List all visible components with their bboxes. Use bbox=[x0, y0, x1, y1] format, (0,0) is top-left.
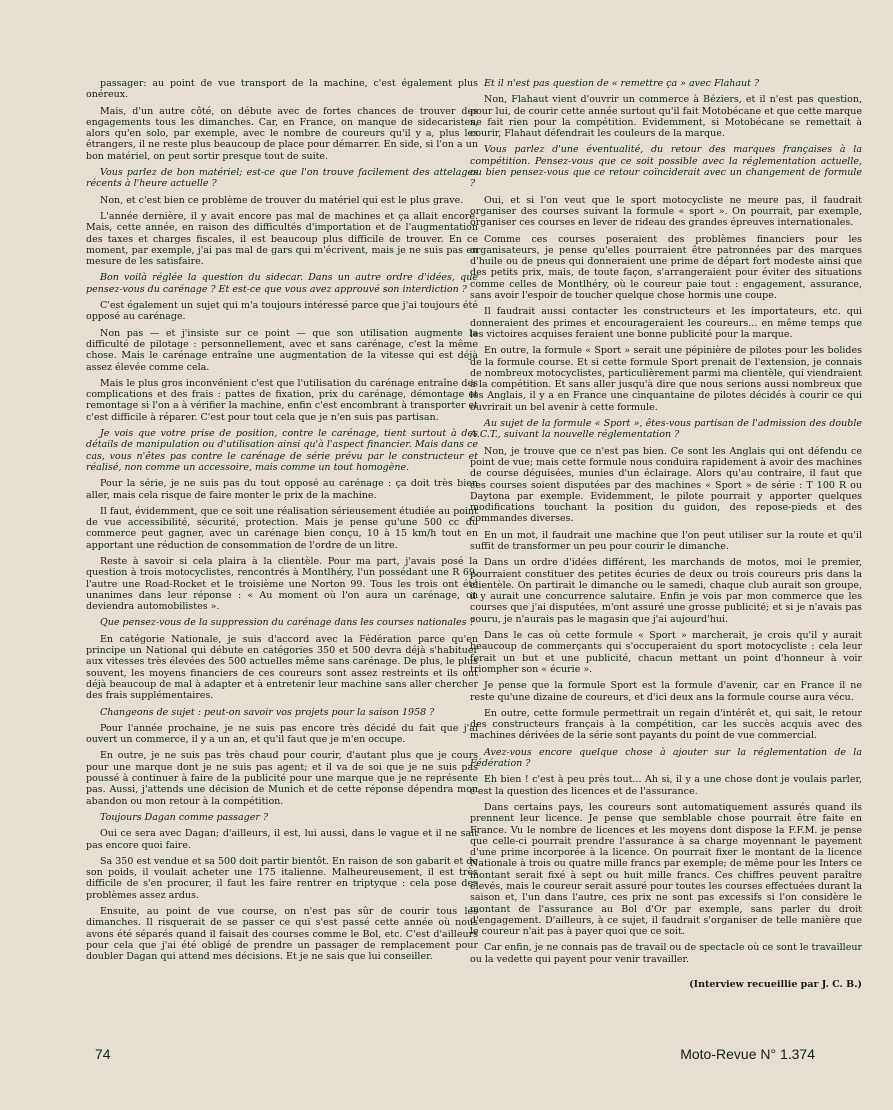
interview-answer: En outre, cette formule permettrait un regain d'intérêt et, qui sait, le retour des constructeurs français à la compétition, car les succès acquis avec des machines dérivées de la série sont payants du point de vue commercial. bbox=[470, 707, 862, 742]
interview-answer: Non pas — et j'insiste sur ce point — que son utilisation augmente la difficulté de pilotage : personnellement, avec et sans carénage, c'est la même chose. Mais le carénage entraîne une augmentation de la vitesse qui est déjà assez élevée comme cela. bbox=[86, 327, 478, 373]
interview-question: Avez-vous encore quelque chose à ajouter sur la réglementation de la Fédération ? bbox=[470, 746, 862, 770]
interview-answer: Pour la série, je ne suis pas du tout opposé au carénage : ça doit très bien aller, mais cela risque de faire monter le prix de la machine. bbox=[86, 478, 478, 501]
interview-answer: Oui ce sera avec Dagan; d'ailleurs, il est, lui aussi, dans le vague et il ne sait pas encore quoi faire. bbox=[86, 828, 478, 851]
interview-answer: En outre, la formule « Sport » serait une pépinière de pilotes pour les bolides de la formule course. Et si cette formule Sport prenait de l'extension, je connais de nombreux motocyclistes, particulièrement parmi ma clientèle, qui viendraient à la compétition. Et sans aller jusqu'à dire que nous serions aussi nombreux que les Anglais, il y a en France une cinquantaine de pilotes décidés à courir ce qui ouvrirait un bel avenir à cette formule. bbox=[470, 345, 862, 413]
interview-question: Vous parlez d'une éventualité, du retour des marques françaises à la compétition. Pensez-vous que ce soit possible avec la réglementation actuelle, ou bien pensez-vous que ce retour coïnciderait avec un changement de formule ? bbox=[470, 144, 862, 190]
interview-credit: (Interview recueillie par J. C. B.) bbox=[689, 979, 862, 991]
interview-question: Au sujet de la formule « Sport », êtes-vous partisan de l'admission des double A.C.T., suivant la nouvelle réglementation ? bbox=[470, 418, 862, 441]
magazine-issue: Moto-Revue N° 1.374 bbox=[680, 1046, 815, 1062]
interview-answer: C'est également un sujet qui m'a toujours intéressé parce que j'ai toujours été opposé au carénage. bbox=[86, 300, 478, 323]
interview-answer: Non, et c'est bien ce problème de trouver du matériel qui est le plus grave. bbox=[100, 194, 464, 206]
interview-answer: Dans le cas où cette formule « Sport » marcherait, je crois qu'il y aurait beaucoup de commerçants qui s'occuperaient du sport motocycliste : cela leur ferait un but et une publicité, chacun mettant un point d'honneur à voir triompher son « écurie ». bbox=[470, 630, 862, 675]
interview-answer: Ensuite, au point de vue course, on n'est pas sûr de courir tous les dimanches. Il risquerait de se passer ce qui s'est passé cette année où nous avons été séparés quand il faisait des courses comme le Bol, etc. C'est d'ailleurs pour cela que j'ai été obligé de prendre un passager de remplacement pour doubler Dagan qui attend mes décisions. Et je ne sais que lui conseiller. bbox=[86, 906, 478, 963]
interview-answer: En catégorie Nationale, je suis d'accord avec la Fédération parce qu'en principe un National qui débute en catégories 350 et 500 devra déjà s'habituer aux vitesses très élevées des 500 actuelles même sans carénage. De plus, le plus souvent, les moyens financiers de ces coureurs sont assez restreints et ils ont déjà beaucoup de mal à adapter et à entretenir leur machine sans aller chercher des frais supplémentaires. bbox=[86, 633, 478, 702]
interview-answer: Je pense que la formule Sport est la formule d'avenir, car en France il ne reste qu'une dizaine de coureurs, et d'ici deux ans la formule course aura vécu. bbox=[470, 680, 862, 703]
interview-answer: En un mot, il faudrait une machine que l'on peut utiliser sur la route et qu'il suffit de transformer un peu pour courir le dimanche. bbox=[470, 529, 862, 552]
page-footer bbox=[0, 1046, 893, 1076]
interview-answer: Sa 350 est vendue et sa 500 doit partir bientôt. En raison de son gabarit et de son poids, il voulait acheter une 175 italienne. Malheureusement, il est très difficile de s'en procurer, il faut les faire rentrer en triptyque : cela pose des problèmes assez ardus. bbox=[86, 855, 478, 901]
page-number: 74 bbox=[95, 1046, 111, 1062]
interview-answer: Oui, et si l'on veut que le sport motocycliste ne meure pas, il faudrait organiser des courses suivant la formule « sport ». On pourrait, par exemple, organiser ces courses en lever de rideau des grandes épreuves internationales. bbox=[470, 194, 862, 229]
interview-answer: Il faut, évidemment, que ce soit une réalisation sérieusement étudiée au point de vue accessibilité, sécurité, protection. Mais je pense qu'une 500 cc du commerce peut gagner, avec un carénage bien conçu, 10 à 15 km/h tout en apportant une réduction de consommation de l'ordre de un litre. bbox=[86, 505, 478, 551]
interview-question: Vous parlez de bon matériel; est-ce que l'on trouve facilement des attelages récents à l'heure actuelle ? bbox=[86, 167, 478, 190]
interview-question: Bon voilà réglée la question du sidecar. Dans un autre ordre d'idées, que pensez-vous du carénage ? Et est-ce que vous avez approuvé son interdiction ? bbox=[86, 272, 478, 295]
interview-question: Et il n'est pas question de « remettre ça » avec Flahaut ? bbox=[484, 78, 760, 89]
interview-answer: Il faudrait aussi contacter les constructeurs et les importateurs, etc. qui donneraient des primes et encourageraient les coureurs... en même temps que les victoires acquises feraient une bonne publicité pour la marque. bbox=[470, 306, 862, 340]
interview-question: Que pensez-vous de la suppression du carénage dans les courses nationales ? bbox=[100, 617, 475, 629]
interview-answer: Mais le plus gros inconvénient c'est que l'utilisation du carénage entraîne des complications et des frais : pattes de fixation, prix du carénage, démontage et remontage si l'on a à vérifier la machine, enfin c'est encombrant à transporter et c'est difficile à réparer. C'est pour tout cela que je n'en suis pas partisan. bbox=[86, 377, 478, 423]
left-column bbox=[86, 78, 478, 1078]
interview-answer: Mais, d'un autre côté, on débute avec de fortes chances de trouver des engagements tous les dimanches. Car, en France, on manque de sidecaristes, alors qu'en solo, par exemple, avec le nombre de coureurs qu'il y a, plus les étrangers, il ne reste plus beaucoup de place pour démarrer. En side, si l'on a un bon matériel, on peut sortir presque tout de suite. bbox=[86, 105, 478, 162]
interview-answer: Car enfin, je ne connais pas de travail ou de spectacle où ce sont le travailleur ou la vedette qui payent pour venir travailler. bbox=[470, 942, 862, 965]
interview-answer: Non, je trouve que ce n'est pas bien. Ce sont les Anglais qui ont défendu ce point de vue; mais cette formule nous conduira rapidement à avoir des machines de course déguisées, munies d'un éclairage. Alors qu'au contraire, il faut que ces courses soient disputées par des machines « Sport » de série : T 100 R ou Daytona par exemple. Evidemment, le pilote pourrait y apporter quelques modifications touchant la position du guidon, des repose-pieds et des commandes diverses. bbox=[470, 445, 862, 525]
interview-answer: Dans un ordre d'idées différent, les marchands de motos, moi le premier, pourraient constituer des petites écuries de deux ou trois coureurs pris dans la clientèle. On partirait le dimanche ou le samedi, chaque club aurait son groupe, il y aurait une concurrence salutaire. Enfin je vois par mon commerce que les courses que j'ai disputées, m'ont assuré une grosse publicité; et si je n'avais pas couru, je n'aurais pas le magasin que j'ai aujourd'hui. bbox=[470, 557, 862, 625]
interview-answer: Dans certains pays, les coureurs sont automatiquement assurés quand ils prennent leur licence. Je pense que semblable chose pourrait être faite en France. Vu le nombre de licences et les moyens dont dispose la F.F.M. je pense que celle-ci pourrait prendre l'assurance à sa charge moyennant le payement d'une prime incorporée à la licence. On pourrait fixer le montant de la licence Nationale à trois ou quatre mille francs par exemple; de même pour les Inters ce montant serait fixé à sept ou huit mille francs. Ces chiffres peuvent paraître élevés, mais le coureur serait assuré pour toutes les courses effectuées durant la saison et, l'un dans l'autre, ces prix ne sont pas excessifs si l'on considère le montant de l'assurance au Bol d'Or par exemple, sans parler du droit d'engagement. D'ailleurs, à ce sujet, il faudrait s'organiser de telle manière que le coureur n'ait pas à payer quoi que ce soit. bbox=[470, 801, 862, 938]
interview-answer: Comme ces courses poseraient des problèmes financiers pour les organisateurs, je pense qu'elles pourraient être patronnées par des marques d'huile ou de pneus qui donneraient une prime de départ fort modeste ainsi que des petits prix, mais, de toute façon, s'arrangeraient pour éviter des situations comme celles de Montlhéry, où le coureur paie tout : engagement, assurance, sans avoir l'espoir de toucher quelque chose hormis une coupe. bbox=[470, 233, 862, 302]
right-column bbox=[470, 78, 862, 1078]
interview-answer: Eh bien ! c'est à peu près tout... Ah si, il y a une chose dont je voulais parler, c'est la question des licences et de l'assurance. bbox=[470, 774, 862, 797]
interview-question: Je vois que votre prise de position, contre le carénage, tient surtout à des détails de manipulation ou d'utilisation ainsi qu'à l'aspect financier. Mais dans ce cas, vous n'êtes pas contre le carénage de série prévu par le constructeur et réalisé, non comme un accessoire, mais comme un tout homogène. bbox=[86, 428, 478, 473]
interview-question: Changeons de sujet : peut-on savoir vos projets pour la saison 1958 ? bbox=[100, 706, 435, 718]
interview-answer: En outre, je ne suis pas très chaud pour courir, d'autant plus que je cours pour une marque dont je ne suis pas agent; et il va de soi que je ne suis pas poussé à continuer à faire de la publicité pour une marque que je ne représente pas. Aussi, j'attends une décision de Munich et de cette réponse dépendra mon abandon ou mon retour à la compétition. bbox=[86, 750, 478, 807]
interview-answer: Non, Flahaut vient d'ouvrir un commerce à Béziers, et il n'est pas question, pour lui, de courir cette année surtout qu'il fait Motobécane et que cette marque ne fait rien pour la compétition. Evidemment, si Motobécane se remettait à courir, Flahaut défendrait les couleurs de la marque. bbox=[470, 94, 862, 140]
interview-answer: L'année dernière, il y avait encore pas mal de machines et ça allait encore. Mais, cette année, en raison des difficultés d'importation et de l'augmentation des taxes et charges fiscales, il est beaucoup plus difficile de trouver. En ce moment, par exemple, j'ai pas mal de gars qui m'écrivent, mais je ne suis pas en mesure de les satisfaire. bbox=[86, 210, 478, 268]
interview-answer: passager: au point de vue transport de la machine, c'est également plus onéreux. bbox=[86, 78, 478, 101]
interview-question: Toujours Dagan comme passager ? bbox=[100, 811, 269, 823]
interview-answer: Pour l'année prochaine, je ne suis pas encore très décidé du fait que j'ai ouvert un commerce, il y a un an, et qu'il faut que je m'en occupe. bbox=[86, 722, 478, 746]
interview-answer: Reste à savoir si cela plaira à la clientèle. Pour ma part, j'avais posé la question à trois motocyclistes, rencontrés à Montlhéry, l'un possédant une R 69, l'autre une Road-Rocket et le troisième une Norton 99. Tous les trois ont été unanimes dans leur réponse : « Au moment où l'on aura un carénage, on deviendra automobilistes ». bbox=[86, 555, 478, 613]
